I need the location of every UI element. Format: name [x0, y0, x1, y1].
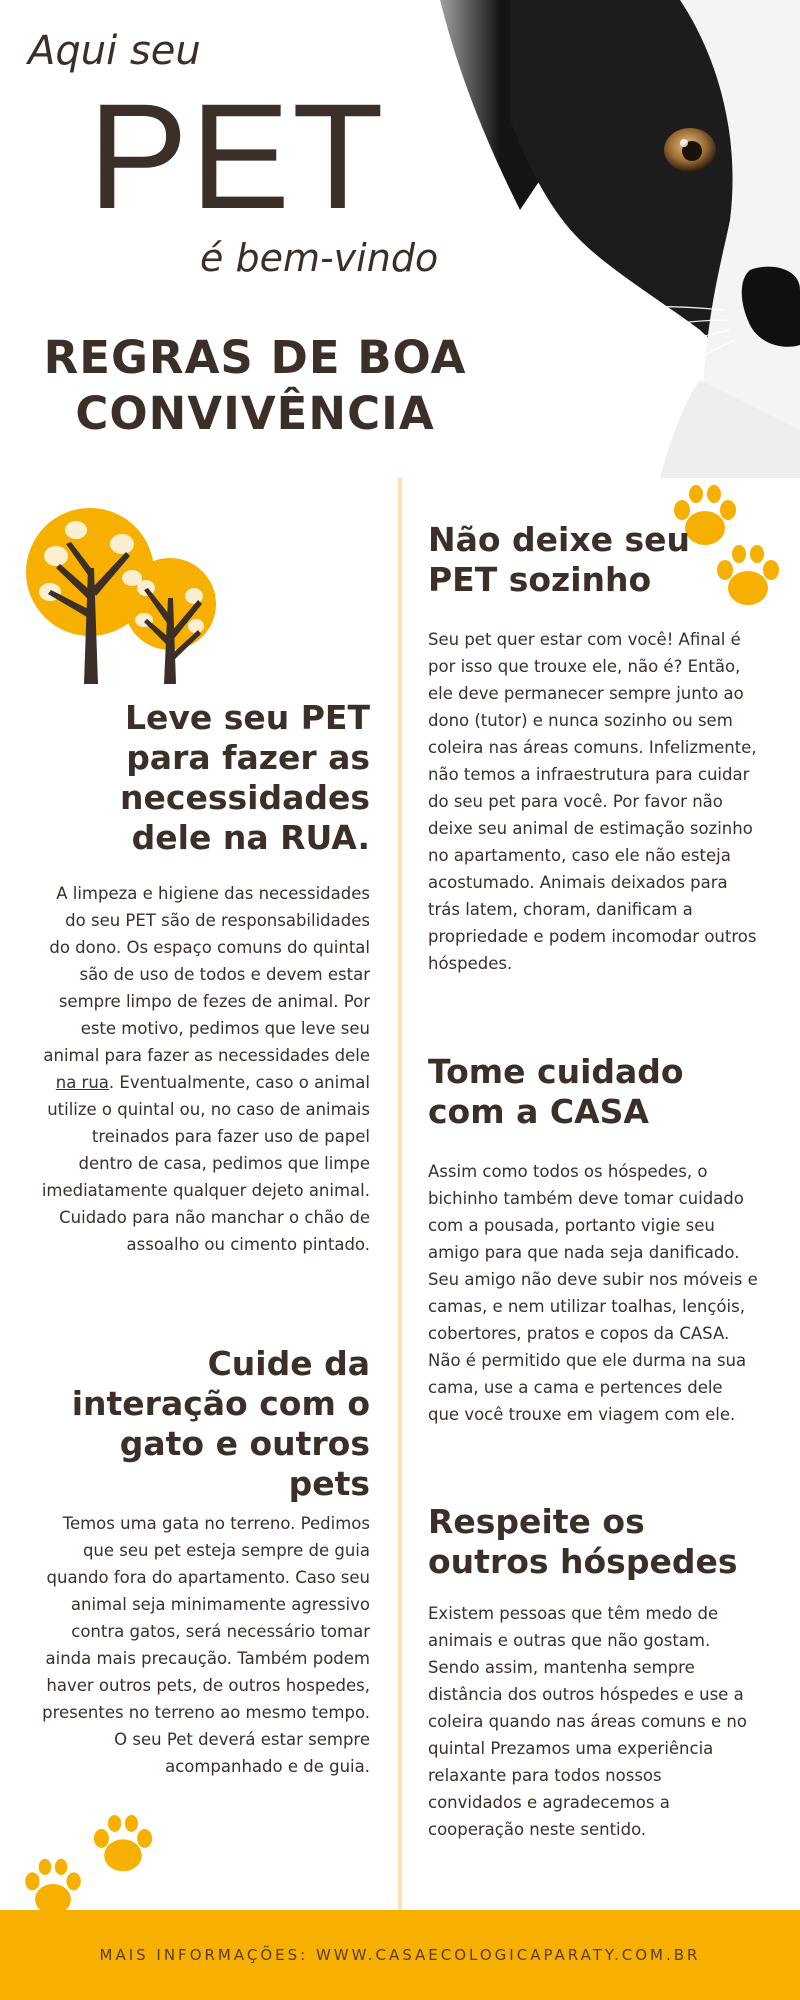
section-respect-guests	[428, 1502, 758, 1582]
section-heading: Respeite os outros hóspedes	[428, 1502, 738, 1581]
rules-title-line1: REGRAS DE BOA	[43, 331, 467, 384]
section-house-care-body	[428, 1158, 758, 1428]
section-body: Existem pessoas que têm medo de animais e outras que não gostam. Sendo assim, mantenha sempre distância dos outros hóspedes e use a coleira quando nas áreas comuns e no quintal Prezamos uma experiência relaxante para todos nossos convidados e agradecemos a cooperação neste sentido.	[428, 1604, 747, 1839]
section-not-alone-body	[428, 626, 758, 977]
paw-print-icon	[88, 1814, 158, 1876]
section-not-alone	[428, 520, 758, 600]
big-pet-word: PET	[88, 72, 386, 240]
underlined-text: na rua	[55, 1073, 109, 1092]
header	[0, 0, 800, 478]
section-street-needs	[40, 698, 370, 858]
trees-illustration	[26, 508, 216, 684]
section-cat-interaction-body	[40, 1510, 370, 1780]
column-divider	[398, 478, 402, 1910]
section-house-care	[428, 1052, 758, 1132]
section-street-needs-body	[40, 880, 370, 1258]
section-heading: Leve seu PET para fazer as necessidades dele na RUA.	[120, 698, 370, 857]
rules-title	[30, 330, 480, 442]
paw-print-icon	[18, 1858, 88, 1910]
body-text-part: A limpeza e higiene das necessidades do seu PET são de responsabilidades do dono. Os espaço comuns do quintal são de uso de todos e devem estar sempre limpo de fezes de animal. Por este motivo, pedimos que leve seu animal para fazer as necessidades dele	[43, 884, 370, 1065]
section-body: Seu pet quer estar com você! Afinal é por isso que trouxe ele, não é? Então, ele deve permanecer sempre junto ao dono (tutor) e nunca sozinho ou sem coleira nas áreas comuns. Infelizmente, não temos a infraestrutura para cuidar do seu pet para você. Por favor não deixe seu animal de estimação sozinho no apartamento, caso ele não esteja acostumado. Animais deixados para trás latem, choram, danificam a propriedade e podem incomodar outros hóspedes.	[428, 630, 757, 973]
section-body: Temos uma gata no terreno. Pedimos que seu pet esteja sempre de guia quando fora do apartamento. Caso seu animal seja minimamente agressivo contra gatos, será necessário tomar ainda mais precaução. Também podem haver outros pets, de outros hospedes, presentes no terreno ao mesmo tempo. O seu Pet deverá estar sempre acompanhado e de guia.	[42, 1514, 370, 1776]
tagline-bottom: é bem-vindo	[200, 236, 439, 280]
section-heading: Tome cuidado com a CASA	[428, 1052, 684, 1131]
section-body: Assim como todos os hóspedes, o bichinho também deve tomar cuidado com a pousada, portanto vigie seu amigo para que nada seja danificado. Seu amigo não deve subir nos móveis e camas, e nem utilizar toalhas, lençóis, cobertores, pratos e copos da CASA. Não é permitido que ele durma na sua cama, use a cama e pertences dele que você trouxe em viagem com ele.	[428, 1162, 758, 1424]
section-heading: Não deixe seu PET sozinho	[428, 520, 691, 599]
section-heading: Cuide da interação com o gato e outros pets	[71, 1344, 370, 1503]
tagline-top: Aqui seu	[28, 28, 201, 74]
section-cat-interaction	[40, 1344, 370, 1504]
footer	[0, 1910, 800, 2000]
footer-website-link[interactable]: MAIS INFORMAÇÕES: WWW.CASAECOLOGICAPARATY.COM.BR	[99, 1946, 701, 1964]
body-text-part: . Eventualmente, caso o animal utilize o quintal ou, no caso de animais treinados para fazer uso de papel dentro de casa, pedimos que limpe imediatamente qualquer dejeto animal. Cuidado para não manchar o chão de assoalho ou cimento pintado.	[41, 1073, 370, 1254]
rules-title-line2: CONVIVÊNCIA	[75, 387, 435, 440]
section-body	[40, 880, 370, 1258]
section-respect-guests-body	[428, 1600, 758, 1843]
